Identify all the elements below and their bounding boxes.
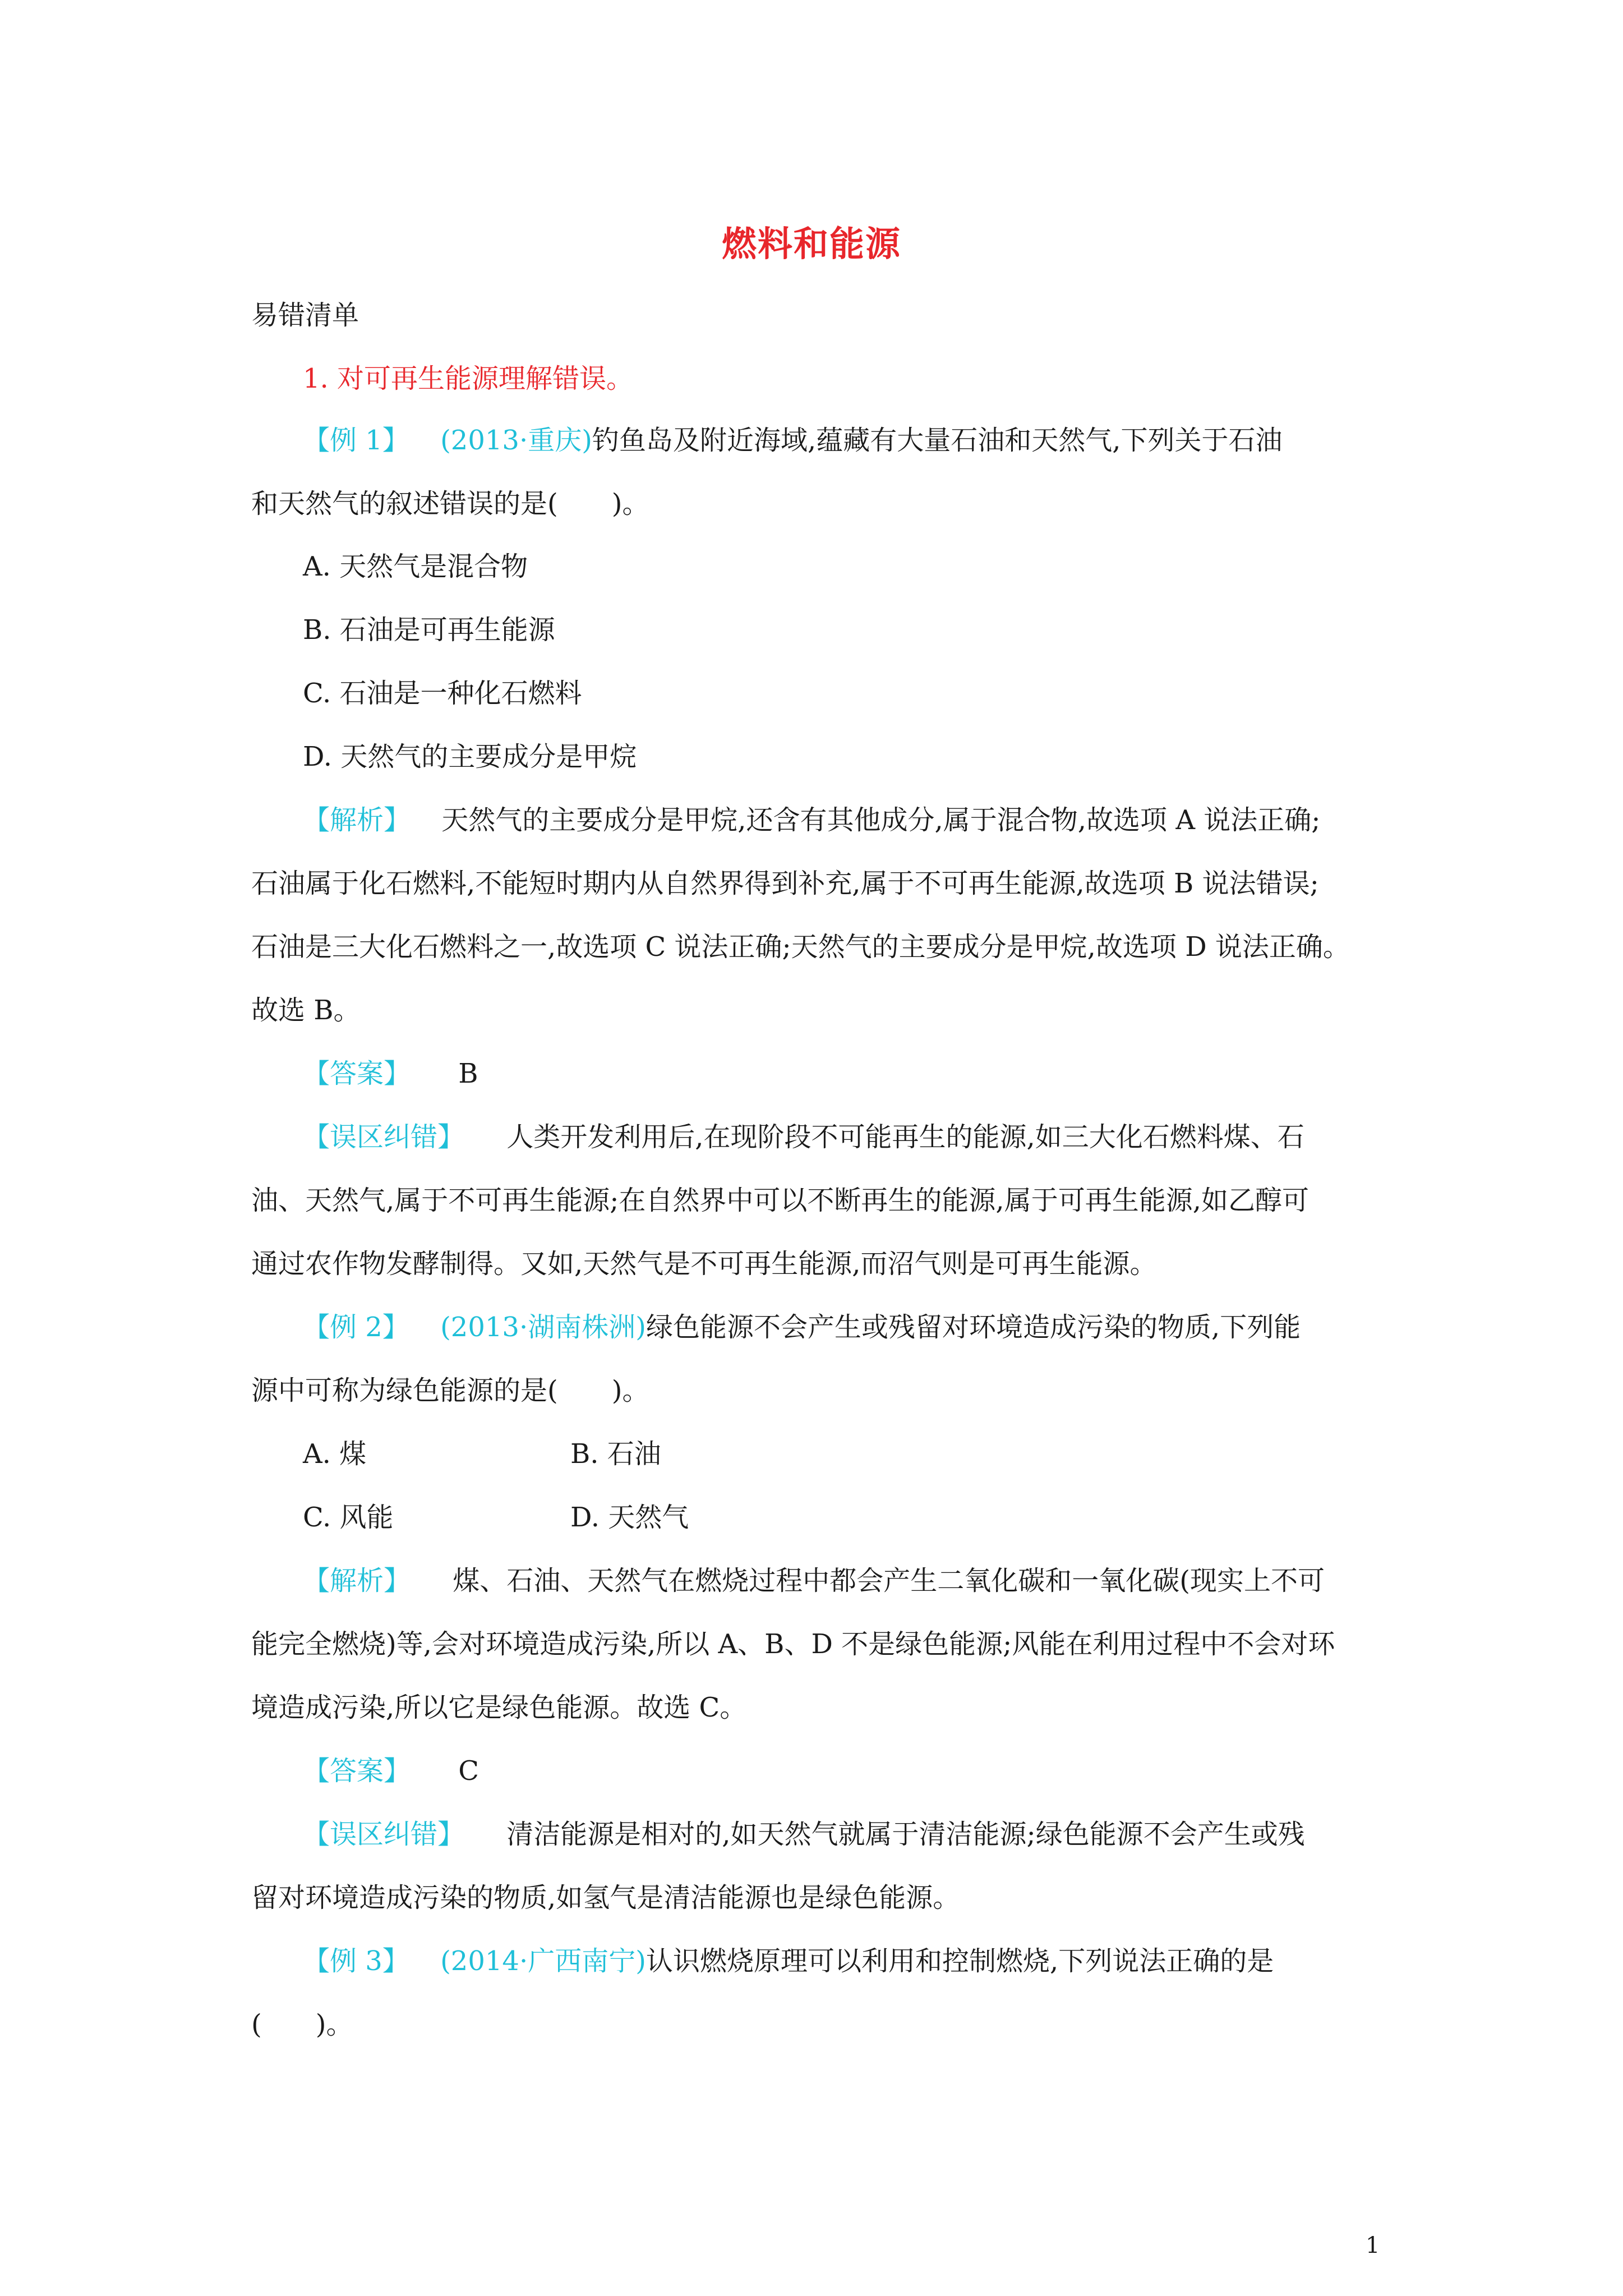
example-2-option-d: D. 天然气 bbox=[570, 1502, 689, 1533]
example-2-stem-part-2: 源中可称为绿色能源的是( )。 bbox=[251, 1375, 649, 1406]
example-2-analysis-tag: 【解析】 bbox=[303, 1565, 411, 1596]
example-1-option-d: D. 天然气的主要成分是甲烷 bbox=[303, 741, 637, 772]
example-2-analysis-line-2: 能完全燃烧)等,会对环境造成污染,所以 A、B、D 不是绿色能源;风能在利用过程中不会对环 bbox=[251, 1628, 1335, 1660]
example-2-note-tag: 【误区纠错】 bbox=[303, 1819, 465, 1850]
example-2-option-b: B. 石油 bbox=[570, 1438, 661, 1470]
example-2-analysis-text-1: 煤、石油、天然气在燃烧过程中都会产生二氧化碳和一氧化碳(现实上不可 bbox=[453, 1565, 1325, 1596]
example-2-analysis-line-3: 境造成污染,所以它是绿色能源。故选 C。 bbox=[251, 1692, 747, 1723]
example-3-stem-part-1: 认识燃烧原理可以利用和控制燃烧,下列说法正确的是 bbox=[645, 1945, 1274, 1977]
example-1-analysis-line-2: 石油属于化石燃料,不能短时期内从自然界得到补充,属于不可再生能源,故选项 B 说法错误; bbox=[251, 868, 1319, 899]
example-1-analysis-line-4: 故选 B。 bbox=[251, 995, 361, 1026]
example-2-answer-value: C bbox=[458, 1755, 479, 1787]
example-1-option-c: C. 石油是一种化石燃料 bbox=[303, 678, 582, 709]
example-1-analysis-tag: 【解析】 bbox=[303, 804, 411, 836]
example-2-line-1 bbox=[303, 1310, 1301, 1344]
example-2-option-c: C. 风能 bbox=[303, 1502, 394, 1533]
example-1-line-1 bbox=[303, 424, 1282, 457]
example-2-answer bbox=[303, 1754, 479, 1788]
example-1-stem-part-1: 钓鱼岛及附近海域,蕴藏有大量石油和天然气,下列关于石油 bbox=[592, 425, 1283, 456]
example-1-note-line-2: 油、天然气,属于不可再生能源;在自然界中可以不断再生的能源,属于可再生能源,如乙醇可 bbox=[251, 1185, 1309, 1216]
example-1-note-text-1: 人类开发利用后,在现阶段不可能再生的能源,如三大化石燃料煤、石 bbox=[506, 1121, 1304, 1153]
example-1-source: (2013·重庆) bbox=[440, 425, 592, 456]
example-2-note-text-1: 清洁能源是相对的,如天然气就属于清洁能源;绿色能源不会产生或残 bbox=[506, 1819, 1305, 1850]
example-2-note-line-1 bbox=[303, 1818, 1305, 1851]
example-2-note-line-2: 留对环境造成污染的物质,如氢气是清洁能源也是绿色能源。 bbox=[251, 1882, 960, 1913]
example-1-analysis-line-3: 石油是三大化石燃料之一,故选项 C 说法正确;天然气的主要成分是甲烷,故选项 D 说法正确。 bbox=[251, 931, 1350, 963]
example-1-answer-tag: 【答案】 bbox=[303, 1058, 411, 1089]
example-2-analysis-line-1 bbox=[303, 1564, 1325, 1598]
example-1-note-line-1 bbox=[303, 1120, 1304, 1154]
example-1-note-tag: 【误区纠错】 bbox=[303, 1121, 465, 1153]
example-2-tag: 【例 2】 bbox=[303, 1312, 409, 1343]
example-1-analysis-line-1 bbox=[303, 803, 1320, 837]
example-1-analysis-text-1: 天然气的主要成分是甲烷,还含有其他成分,属于混合物,故选项 A 说法正确; bbox=[441, 804, 1321, 836]
example-2-answer-tag: 【答案】 bbox=[303, 1755, 411, 1787]
example-2-stem-part-1: 绿色能源不会产生或残留对环境造成污染的物质,下列能 bbox=[645, 1312, 1301, 1343]
example-2-source: (2013·湖南株洲) bbox=[440, 1312, 646, 1343]
example-3-source: (2014·广西南宁) bbox=[440, 1945, 646, 1977]
item-heading-1: 1. 对可再生能源理解错误。 bbox=[303, 363, 634, 394]
page-title: 燃料和能源 bbox=[721, 223, 901, 264]
example-1-option-a: A. 天然气是混合物 bbox=[303, 551, 528, 582]
example-1-tag: 【例 1】 bbox=[303, 425, 409, 456]
example-1-answer bbox=[303, 1057, 478, 1091]
example-3-stem-part-2: ( )。 bbox=[251, 2009, 353, 2040]
example-1-option-b: B. 石油是可再生能源 bbox=[303, 614, 555, 646]
example-1-answer-value: B bbox=[458, 1058, 478, 1089]
example-2-option-a: A. 煤 bbox=[303, 1438, 367, 1470]
example-1-note-line-3: 通过农作物发酵制得。又如,天然气是不可再生能源,而沼气则是可再生能源。 bbox=[251, 1248, 1157, 1280]
section-label: 易错清单 bbox=[251, 300, 359, 331]
page-number: 1 bbox=[1366, 2233, 1380, 2258]
example-3-tag: 【例 3】 bbox=[303, 1945, 409, 1977]
example-3-line-1 bbox=[303, 1944, 1274, 1978]
example-1-stem-part-2: 和天然气的叙述错误的是( )。 bbox=[251, 488, 649, 519]
